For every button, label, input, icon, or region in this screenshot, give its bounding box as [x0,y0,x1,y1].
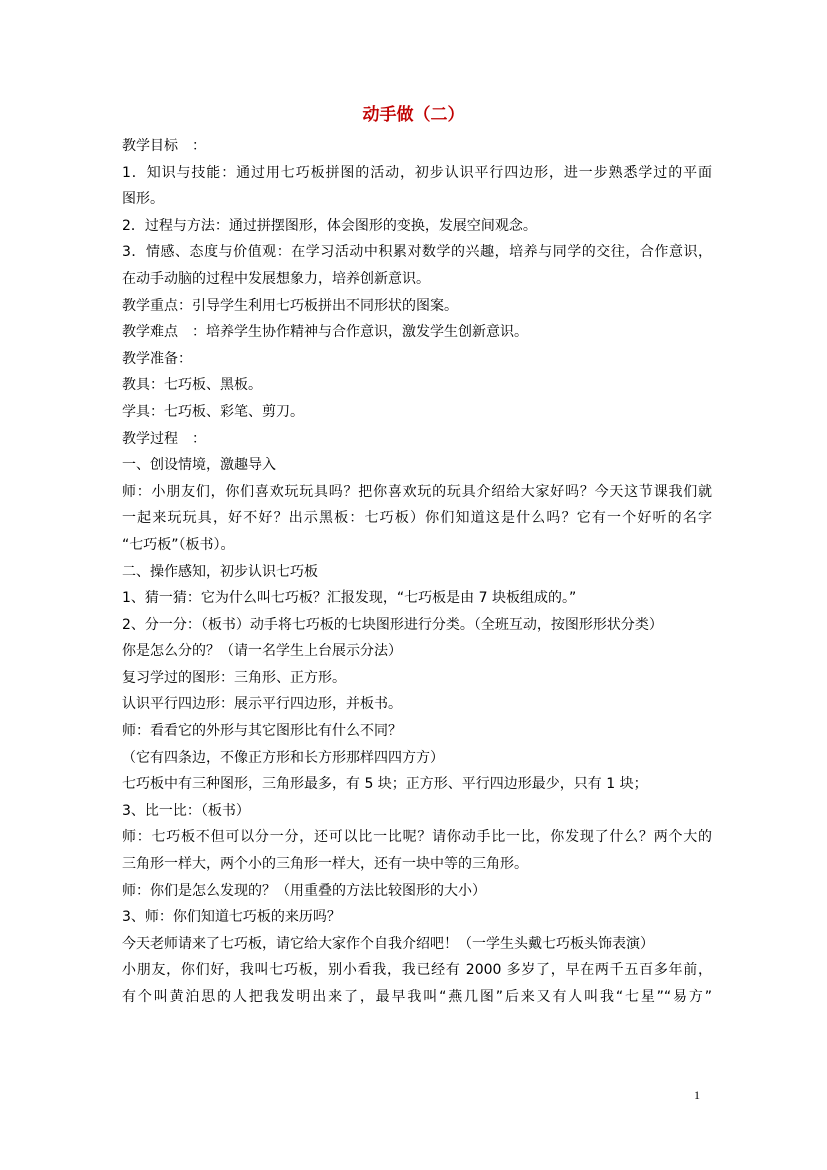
text-line: 2．过程与方法：通过拼摆图形，体会图形的变换，发展空间观念。 [122,217,537,234]
text-line: 教学准备： [122,350,192,367]
text-line: 认识平行四边形：展示平行四边形，并板书。 [122,696,402,713]
text-line: 今天老师请来了七巧板，请它给大家作个自我介绍吧！（一学生头戴七巧板头饰表演） [122,935,654,952]
text-line: 教具：七巧板、黑板。 [122,377,262,394]
text-line: （它有四条边，不像正方形和长方形那样四四方方） [122,749,444,766]
text-line: 复习学过的图形：三角形、正方形。 [122,669,346,686]
text-line: 3、师：你们知道七巧板的来历吗？ [122,909,341,926]
page-number: 1 [694,1088,700,1102]
page-title: 动手做（二） [362,105,465,125]
text-line: 一起来玩玩具，好不好？出示黑板：七巧板）你们知道这是什么吗？它有一个好听的名字 [122,510,712,527]
text-line: 学具：七巧板、彩笔、剪刀。 [122,403,304,420]
text-line: 师：看看它的外形与其它图形比有什么不同？ [122,723,402,740]
text-line: 教学过程 ： [122,430,206,447]
text-line: 1．知识与技能：通过用七巧板拼图的活动，初步认识平行四边形，进一步熟悉学过的平面 [122,164,712,181]
text-line: 3．情感、态度与价值观：在学习活动中积累对数学的兴趣，培养与同学的交往，合作意识， [122,244,712,261]
text-line: 你是怎么分的？（请一名学生上台展示分法） [122,643,402,660]
text-line: 七巧板中有三种图形，三角形最多，有 5 块；正方形、平行四边形最少，只有 1 块； [122,776,648,793]
text-line: 2、分一分：（板书）动手将七巧板的七块图形进行分类。（全班互动，按图形形状分类） [122,616,663,633]
text-line: 教学难点 ：培养学生协作精神与合作意识，激发学生创新意识。 [122,324,528,341]
document-body [122,133,712,1011]
text-line: 一、创设情境，激趣导入 [122,457,276,474]
text-line: 师：小朋友们，你们喜欢玩玩具吗？把你喜欢玩的玩具介绍给大家好吗？今天这节课我们就 [122,483,712,500]
text-line: 小朋友，你们好，我叫七巧板，别小看我，我已经有 2000 多岁了，早在两千五百多年前， [122,962,712,979]
text-line: 有个叫黄泊思的人把我发明出来了，最早我叫“燕几图”后来又有人叫我“七星”“易方” [122,989,712,1005]
text-line: 师：七巧板不但可以分一分，还可以比一比呢？请你动手比一比，你发现了什么？两个大的 [122,829,712,846]
text-line: 教学重点：引导学生利用七巧板拼出不同形状的图案。 [122,297,458,314]
text-line: 3、比一比：（板书） [122,802,250,819]
text-line: “七巧板”（板书）。 [122,536,235,553]
text-line: 教学目标 ： [122,138,206,154]
text-line: 在动手动脑的过程中发展想象力，培养创新意识。 [122,270,430,287]
text-line: 三角形一样大，两个小的三角形一样大，还有一块中等的三角形。 [122,856,528,873]
text-line: 师：你们是怎么发现的？（用重叠的方法比较图形的大小） [122,882,486,899]
text-line: 图形。 [122,191,164,208]
text-line: 1、猜一猜：它为什么叫七巧板？汇报发现，“七巧板是由 7 块板组成的。” [122,590,577,607]
text-line: 二、操作感知，初步认识七巧板 [122,563,318,580]
